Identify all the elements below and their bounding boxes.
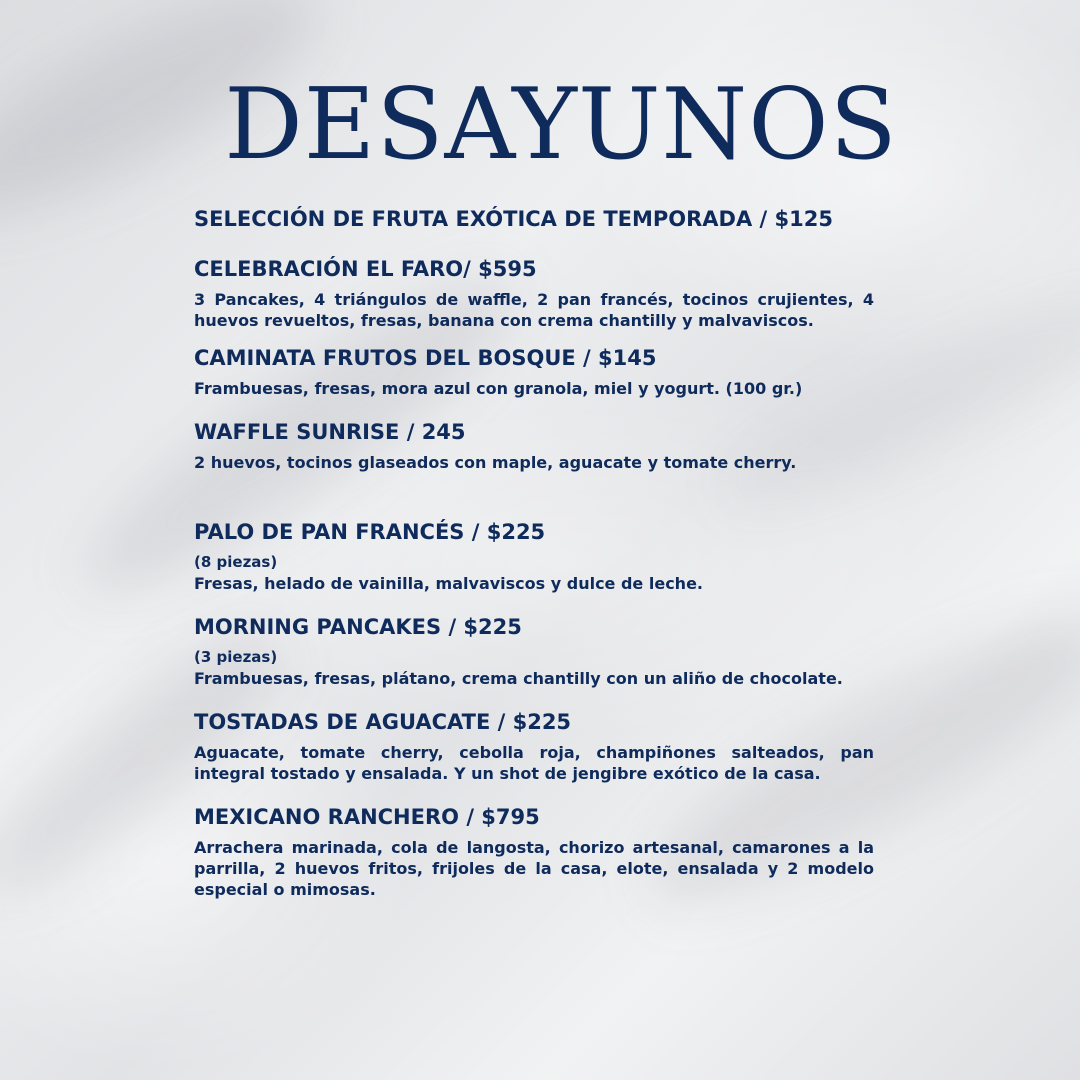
menu-item-description: Arrachera marinada, cola de langosta, chorizo artesanal, camarones a la parrilla, 2 huevos fritos, frijoles de la casa, elote, ensalada y 2 modelo especial o mimosas.: [194, 838, 874, 899]
menu-item-name: MEXICANO RANCHERO / $795: [194, 805, 540, 829]
menu-item-description: 3 Pancakes, 4 triángulos de waffle, 2 pan francés, tocinos crujientes, 4 huevos revueltos, fresas, banana con crema chantilly y malvaviscos.: [194, 290, 874, 330]
menu-item-description: Frambuesas, fresas, plátano, crema chantilly con un aliño de chocolate.: [194, 669, 843, 688]
menu-item-description: Frambuesas, fresas, mora azul con granola, miel y yogurt. (100 gr.): [194, 379, 803, 398]
menu-item-note: (3 piezas): [194, 648, 278, 666]
menu-item-name: PALO DE PAN FRANCÉS / $225: [194, 520, 546, 544]
page-title: DESAYUNOS: [224, 68, 898, 182]
menu-item-name: CELEBRACIÓN EL FARO/ $595: [194, 257, 537, 281]
menu-item: [194, 417, 874, 473]
menu-item-description: 2 huevos, tocinos glaseados con maple, aguacate y tomate cherry.: [194, 453, 797, 472]
menu-item-name: TOSTADAS DE AGUACATE / $225: [194, 710, 572, 734]
menu-item-name: MORNING PANCAKES / $225: [194, 615, 522, 639]
menu-item-name: CAMINATA FRUTOS DEL BOSQUE / $145: [194, 346, 657, 370]
menu-item: [194, 343, 874, 399]
menu-item: [194, 254, 874, 331]
menu-item-note: (8 piezas): [194, 553, 278, 571]
menu-item: [194, 612, 874, 689]
menu-item-description: Aguacate, tomate cherry, cebolla roja, champiñones salteados, pan integral tostado y ensalada. Y un shot de jengibre exótico de la casa.: [194, 743, 874, 783]
menu-item: [194, 707, 874, 784]
menu-item: [194, 802, 874, 900]
menu-item-name: SELECCIÓN DE FRUTA EXÓTICA DE TEMPORADA / $125: [194, 207, 833, 231]
menu-list: [194, 204, 874, 900]
menu-item-description: Fresas, helado de vainilla, malvaviscos y dulce de leche.: [194, 574, 703, 593]
menu-item: [194, 204, 874, 234]
menu-item-name: WAFFLE SUNRISE / 245: [194, 420, 466, 444]
menu-item: [194, 517, 874, 594]
